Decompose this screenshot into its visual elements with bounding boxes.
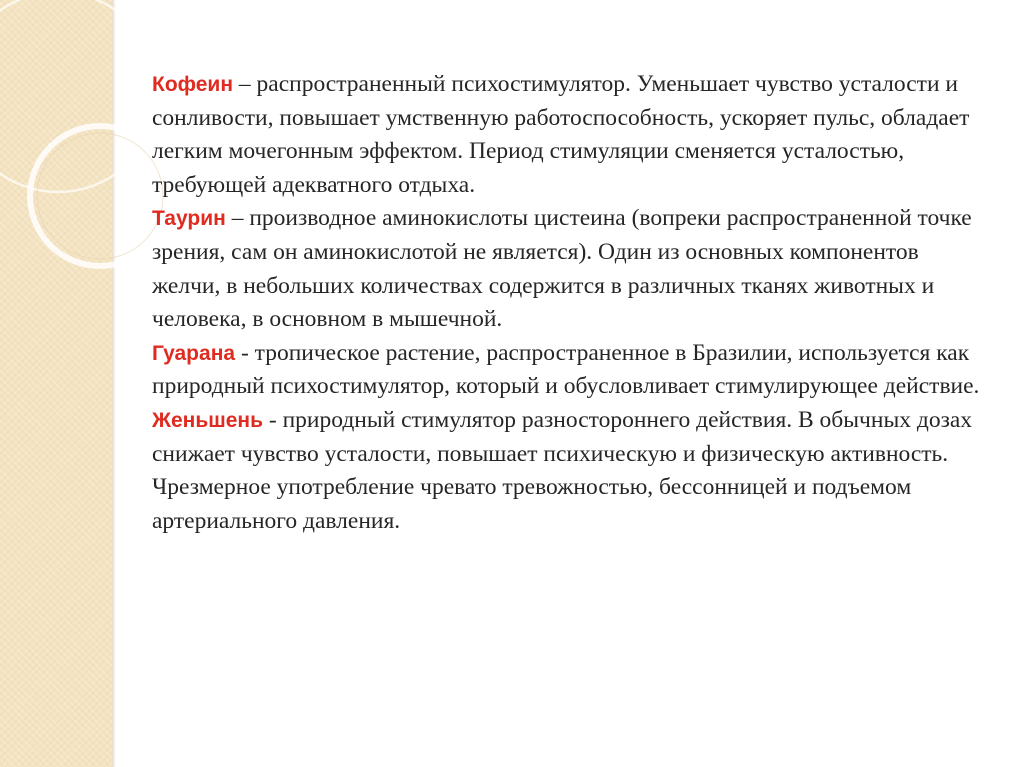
term-guarana: Гуарана xyxy=(152,341,236,365)
term-taurine: Таурин xyxy=(152,207,226,231)
paragraph-taurine xyxy=(152,202,982,336)
paragraph-guarana xyxy=(152,337,982,404)
small-ring-inner xyxy=(37,133,163,259)
description-ginseng: - природный стимулятор разностороннего действия. В обычных дозах снижает чувство усталости, повышает психическую и физическую активность. Чрезмерное употребление чревато тревожностью, бессонницей и подъемом артериального давления. xyxy=(152,406,973,534)
small-ring xyxy=(30,126,170,266)
paragraph-caffeine xyxy=(152,68,982,202)
term-ginseng: Женьшень xyxy=(152,408,264,432)
description-guarana: - тропическое растение, распространенное в Бразилии, используется как природный психостимулятор, который и обусловливает стимулирующее действие. xyxy=(152,339,980,400)
term-caffeine: Кофеин xyxy=(152,73,234,96)
description-taurine: – производное аминокислоты цистеина (вопреки распространенной точке зрения, сам он аминокислотой не является). Один из основных компонентов желчи, в небольших количествах содержится в различных тканях животных и человека, в основном в мышечной. xyxy=(152,205,972,333)
paragraph-ginseng xyxy=(152,404,982,538)
description-caffeine: – распространенный психостимулятор. Уменьшает чувство усталости и сонливости, повышает умственную работоспособность, ускоряет пульс, обладает легким мочегонным эффектом. Период стимуляции сменяется усталостью, требующей адекватного отдыха. xyxy=(152,71,970,198)
text-body xyxy=(152,68,982,538)
large-ring xyxy=(0,0,158,192)
